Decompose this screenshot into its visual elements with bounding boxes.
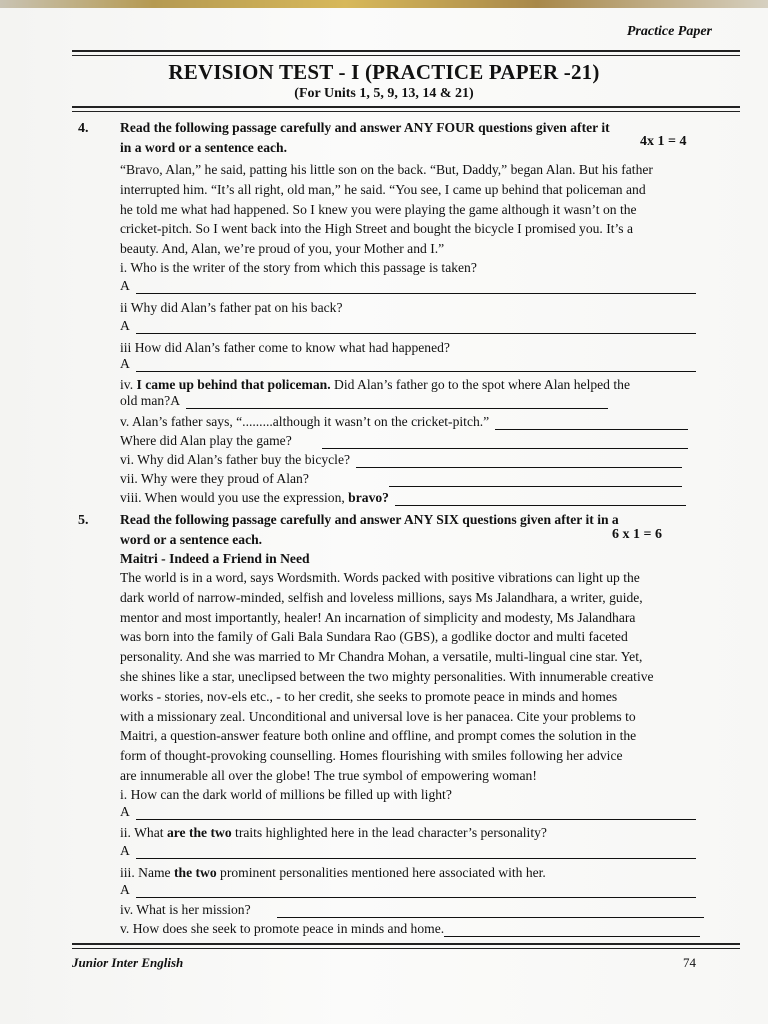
- q4-vi-text: vi. Why did Alan’s father buy the bicycle?: [120, 452, 351, 467]
- answer-line[interactable]: [136, 359, 696, 372]
- q4-viii-text: [120, 490, 389, 506]
- passage-line: she shines like a star, uneclipsed between the two mighty personalities. With innumerable creative: [120, 668, 654, 684]
- answer-line[interactable]: [136, 321, 696, 334]
- q5-instruction-line-1: Read the following passage carefully and answer ANY SIX questions given after it in a: [120, 512, 619, 527]
- q5-iv-text: iv. What is her mission?: [120, 902, 251, 917]
- q5-v-text: v. How does she seek to promote peace in minds and home.: [120, 921, 445, 936]
- answer-line[interactable]: [186, 396, 608, 409]
- q4-sub-iv: [120, 375, 630, 394]
- page-number: 74: [683, 955, 696, 970]
- q5-sub-iii: [120, 863, 546, 882]
- passage-line: form of thought-provoking counselling. Homes flourishing with smiles following her advice: [120, 748, 623, 764]
- q4-iv-rest: Did Alan’s father go to the spot where Alan helped the: [330, 377, 630, 392]
- passage-line: with a missionary zeal. Unconditional and universal love is her panacea. Cite your problems to: [120, 708, 636, 724]
- answer-label: A: [120, 318, 130, 333]
- top-edge-band: [0, 0, 768, 8]
- q5-marks: 6 x 1 = 6: [612, 527, 662, 542]
- q5-sub-ii: [120, 823, 547, 842]
- answer-line[interactable]: [277, 905, 704, 918]
- q4-viii-prefix: viii. When would you use the expression,: [120, 490, 349, 505]
- answer-line[interactable]: [495, 417, 688, 430]
- q4-sub-ii: ii Why did Alan’s father pat on his back?: [120, 300, 343, 315]
- q5-iii-prefix: iii. Name: [120, 865, 174, 880]
- footer-book-title: Junior Inter English: [72, 955, 184, 970]
- q4-iv-bold: I came up behind that policeman.: [136, 377, 331, 392]
- q4-answer-iv: [120, 393, 608, 409]
- answer-label: A: [120, 278, 130, 293]
- page-title: REVISION TEST - I (PRACTICE PAPER -21): [168, 60, 600, 84]
- passage-line: cricket-pitch. So I went back into the High Street and bought the bicycle I promised you. It’s a: [120, 221, 634, 237]
- q4-answer-iii: [120, 356, 696, 372]
- q4-v-line-2: Where did Alan play the game?: [120, 433, 292, 448]
- q4-sub-vii: [120, 471, 682, 487]
- q4-v-text: v. Alan’s father says, “.........although it wasn’t on the cricket-pitch.”: [120, 414, 490, 429]
- q4-sub-iii: iii How did Alan’s father come to know what had happened?: [120, 340, 450, 355]
- title-rule-thin: [72, 111, 740, 112]
- answer-label: A: [120, 882, 130, 897]
- footer-rule-thin: [72, 948, 740, 949]
- answer-line[interactable]: [136, 885, 696, 898]
- passage-line: works - stories, nov-els etc., - to her credit, she seeks to promote peace in minds and homes: [120, 688, 618, 704]
- q5-heading: Maitri - Indeed a Friend in Need: [120, 551, 310, 566]
- q4-sub-v-line-2: [120, 433, 688, 449]
- answer-label: A: [120, 843, 130, 858]
- passage-line: personality. And she was married to Mr Chandra Mohan, a versatile, multi-lingual cine star. Yet,: [120, 649, 643, 665]
- q5-iii-rest: prominent personalities mentioned here associated with her.: [216, 865, 546, 880]
- passage-line: interrupted him. “It’s all right, old man,” he said. “You see, I came up behind that policeman and: [120, 181, 646, 197]
- question-number-5: 5.: [78, 513, 89, 528]
- header-rule: [72, 50, 740, 52]
- question-number-4: 4.: [78, 121, 89, 136]
- answer-line[interactable]: [444, 924, 700, 937]
- q5-passage: [120, 568, 716, 786]
- passage-line: he told me what had happened. So I knew you were playing the game although it wasn’t on the: [120, 201, 637, 217]
- q4-viii-bold: bravo?: [348, 490, 389, 505]
- q4-sub-i: i. Who is the writer of the story from which this passage is taken?: [120, 260, 477, 275]
- answer-label: A: [120, 356, 130, 371]
- q4-instruction-line-2: in a word or a sentence each.: [120, 139, 288, 155]
- answer-line[interactable]: [395, 493, 686, 506]
- q5-ii-rest: traits highlighted here in the lead character’s personality?: [231, 825, 547, 840]
- footer-rule: [72, 943, 740, 945]
- q5-sub-v: [120, 921, 700, 937]
- q4-sub-vi: [120, 452, 682, 468]
- q5-answer-ii: [120, 843, 696, 859]
- header-label: Practice Paper: [626, 24, 712, 39]
- passage-line: was born into the family of Gali Bala Sundara Rao (GBS), a godlike doctor and multi faceted: [120, 629, 628, 645]
- q4-sub-v: [120, 414, 688, 430]
- q5-ii-prefix: ii. What: [120, 825, 167, 840]
- answer-line[interactable]: [322, 436, 688, 449]
- q4-iv-line-2: old man?A: [120, 393, 181, 408]
- q5-answer-iii: [120, 882, 696, 898]
- passage-line: beauty. And, Alan, we’re proud of you, your Mother and I.”: [120, 241, 445, 257]
- q4-passage: [120, 160, 716, 259]
- passage-line: “Bravo, Alan,” he said, patting his little son on the back. “But, Daddy,” began Alan. But his father: [120, 162, 653, 177]
- passage-line: dark world of narrow-minded, selfish and loveless millions, says Ms Jalandhara, a writer, guide,: [120, 589, 643, 605]
- q4-instruction: [120, 118, 716, 158]
- q4-vii-text: vii. Why were they proud of Alan?: [120, 471, 309, 486]
- q5-sub-i: i. How can the dark world of millions be filled up with light?: [120, 787, 452, 802]
- passage-line: are innumerable all over the globe! The true symbol of empowering woman!: [120, 767, 537, 783]
- q5-sub-iv: [120, 902, 704, 918]
- q5-iii-bold: the two: [173, 865, 217, 880]
- page-subtitle: (For Units 1, 5, 9, 13, 14 & 21): [294, 86, 474, 101]
- answer-line[interactable]: [136, 807, 696, 820]
- q4-answer-i: [120, 278, 696, 294]
- answer-line[interactable]: [136, 846, 696, 859]
- passage-line: The world is in a word, says Wordsmith. Words packed with positive vibrations can light up the: [120, 570, 640, 585]
- q5-answer-i: [120, 804, 696, 820]
- answer-line[interactable]: [389, 474, 682, 487]
- q4-answer-ii: [120, 318, 696, 334]
- title-rule: [72, 106, 740, 108]
- q5-instruction-line-2: word or a sentence each.: [120, 531, 263, 547]
- header-rule-thin: [72, 55, 740, 56]
- q4-marks: 4x 1 = 4: [640, 134, 687, 149]
- passage-line: Maitri, a question-answer feature both online and offline, and prompt comes the solution in the: [120, 728, 637, 744]
- answer-line[interactable]: [356, 455, 682, 468]
- q4-instruction-line-1: Read the following passage carefully and answer ANY FOUR questions given after it: [120, 120, 610, 135]
- answer-label: A: [120, 804, 130, 819]
- passage-line: mentor and most importantly, healer! An incarnation of simplicity and modesty, Ms Jalandhara: [120, 609, 636, 625]
- q4-sub-viii: [120, 490, 686, 506]
- q4-iv-prefix: iv.: [120, 377, 137, 392]
- q5-ii-bold: are the two: [166, 825, 232, 840]
- answer-line[interactable]: [136, 281, 696, 294]
